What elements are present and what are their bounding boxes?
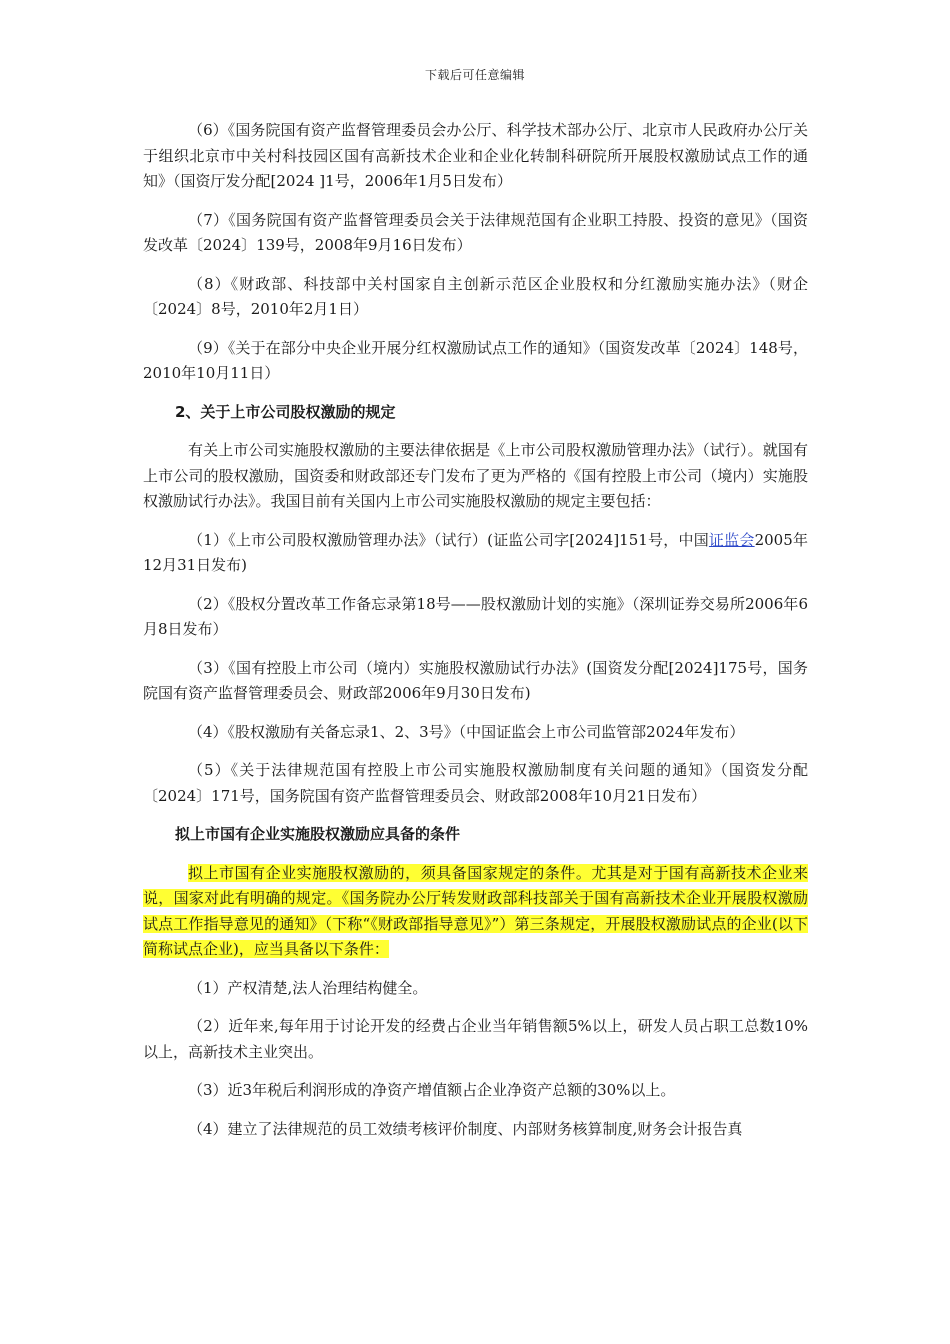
csrc-link[interactable]: 证监会 [708,530,755,549]
highlighted-text: 拟上市国有企业实施股权激励的，须具备国家规定的条件。尤其是对于国有高新技术企业来说，国家对此有明确的规定。《国务院办公厅转发财政部科技部关于国有高新技术企业开展股权激励试点工作指导意见的通知》（下称“《财政部指导意见》”）第三条规定，开展股权激励试点的企业(以下简称试点企业)，应当具备以下条件： [143,863,808,958]
paragraph-listed-5: （5）《关于法律规范国有控股上市公司实施股权激励制度有关问题的通知》（国资发分配〔2024〕171号，国务院国有资产监督管理委员会、财政部2008年10月21日发布） [143,761,808,805]
paragraph-regulation-6: （6）《国务院国有资产监督管理委员会办公厅、科学技术部办公厅、北京市人民政府办公厅关于组织北京市中关村科技园区国有高新技术企业和企业化转制科研院所开展股权激励试点工作的通知》（国资厅发分配[2024 ]1号，2006年1月5日发布） [143,121,808,190]
section-heading-conditions: 拟上市国有企业实施股权激励应具备的条件 [175,825,461,843]
document-body [143,118,808,1155]
paragraph-regulation-8: （8）《财政部、科技部中关村国家自主创新示范区企业股权和分红激励实施办法》（财企〔2024〕8号，2010年2月1日） [143,274,808,318]
paragraph-listed-3: （3）《国有控股上市公司（境内）实施股权激励试行办法》(国资发分配[2024]175号，国务院国有资产监督管理委员会、财政部2006年9月30日发布) [143,658,808,702]
listed-1-date: 2005年12月31日发布) [143,530,808,574]
paragraph-listed-1 [143,528,808,579]
paragraph-condition-2: （2）近年来,每年用于讨论开发的经费占企业当年销售额5%以上，研发人员占职工总数10%以上，高新技术主业突出。 [143,1017,808,1061]
paragraph-listed-2: （2）《股权分置改革工作备忘录第18号——股权激励计划的实施》（深圳证券交易所2006年6月8日发布） [143,594,808,638]
paragraph-condition-4: （4）建立了法律规范的员工效绩考核评价制度、内部财务核算制度,财务会计报告真 [188,1119,743,1138]
section-heading-listed-company: 2、关于上市公司股权激励的规定 [175,402,396,421]
listed-1-text: （1）《上市公司股权激励管理办法》（试行）(证监公司字[2024]151号，中国 [188,530,709,549]
paragraph-regulation-9: （9）《关于在部分中央企业开展分红权激励试点工作的通知》（国资发改革〔2024〕148号，2010年10月11日） [143,338,808,382]
paragraph-listed-intro: 有关上市公司实施股权激励的主要法律依据是《上市公司股权激励管理办法》（试行）。就国有上市公司的股权激励，国资委和财政部还专门发布了更为严格的《国有控股上市公司（境内）实施股权激励试行办法》。我国目前有关国内上市公司实施股权激励的规定主要包括： [143,441,808,510]
paragraph-conditions-highlighted [143,861,808,963]
paragraph-condition-3: （3）近3年税后利润形成的净资产增值额占企业净资产总额的30%以上。 [188,1081,676,1099]
paragraph-condition-1: （1）产权清楚,法人治理结构健全。 [188,978,428,997]
paragraph-regulation-7: （7）《国务院国有资产监督管理委员会关于法律规范国有企业职工持股、投资的意见》（国资发改革〔2024〕139号，2008年9月16日发布） [143,210,808,254]
paragraph-listed-4: （4）《股权激励有关备忘录1、2、3号》（中国证监会上市公司监管部2024年发布） [188,722,745,741]
page-header: 下载后可任意编辑 [424,68,525,82]
